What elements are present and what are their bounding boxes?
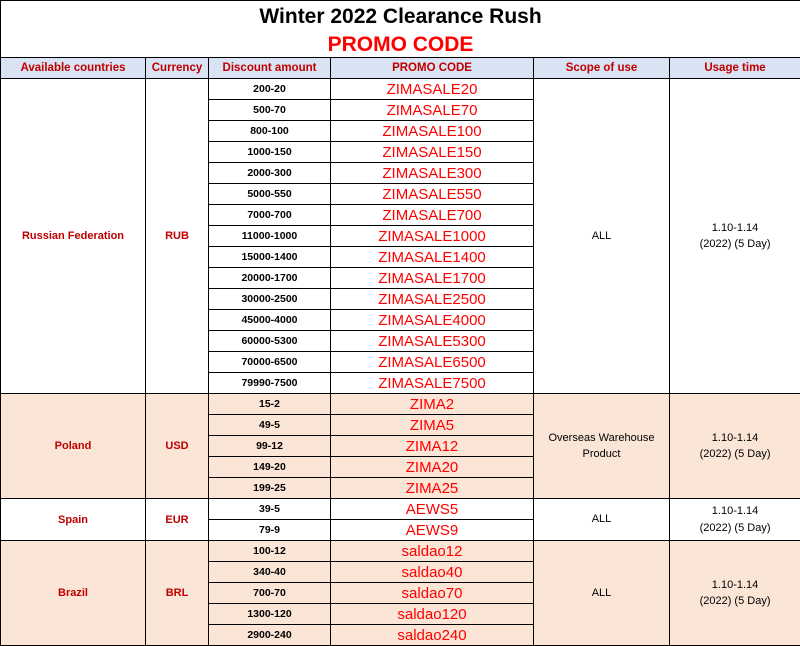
discount-amount: 45000-4000 <box>209 310 331 331</box>
table-row <box>1 394 800 415</box>
promo-code: saldao40 <box>331 562 534 583</box>
scope-cell: ALL <box>534 541 670 646</box>
discount-amount: 70000-6500 <box>209 352 331 373</box>
discount-amount: 99-12 <box>209 436 331 457</box>
usage-time-cell <box>670 499 800 541</box>
promo-code: ZIMA5 <box>331 415 534 436</box>
group-poland <box>1 394 800 499</box>
promo-code: ZIMASALE1700 <box>331 268 534 289</box>
promo-code: ZIMASALE150 <box>331 142 534 163</box>
discount-amount: 60000-5300 <box>209 331 331 352</box>
scope-cell: ALL <box>534 499 670 541</box>
discount-amount: 800-100 <box>209 121 331 142</box>
table-title: Winter 2022 Clearance Rush <box>1 1 800 33</box>
promo-code: ZIMASALE700 <box>331 205 534 226</box>
discount-amount: 5000-550 <box>209 184 331 205</box>
usage-time-dates: 1.10-1.14 <box>712 222 758 234</box>
header-promo-code: PROMO CODE <box>331 58 534 79</box>
usage-time-dates: 1.10-1.14 <box>712 579 758 591</box>
discount-amount: 1000-150 <box>209 142 331 163</box>
discount-amount: 30000-2500 <box>209 289 331 310</box>
country-cell: Russian Federation <box>1 79 146 394</box>
usage-time-cell <box>670 541 800 646</box>
group-spain <box>1 499 800 541</box>
discount-amount: 20000-1700 <box>209 268 331 289</box>
header-scope: Scope of use <box>534 58 670 79</box>
usage-time-cell <box>670 394 800 499</box>
usage-time-duration: (2022) (5 Day) <box>700 238 771 250</box>
promo-code: saldao70 <box>331 583 534 604</box>
header-usage-time: Usage time <box>670 58 800 79</box>
table-row <box>1 541 800 562</box>
promo-code: saldao120 <box>331 604 534 625</box>
country-cell: Spain <box>1 499 146 541</box>
discount-amount: 79-9 <box>209 520 331 541</box>
header-discount-amount: Discount amount <box>209 58 331 79</box>
promo-code: ZIMASALE1000 <box>331 226 534 247</box>
discount-amount: 39-5 <box>209 499 331 520</box>
promo-code: ZIMASALE5300 <box>331 331 534 352</box>
usage-time-dates: 1.10-1.14 <box>712 432 758 444</box>
promo-code: ZIMASALE4000 <box>331 310 534 331</box>
header-currency: Currency <box>146 58 209 79</box>
discount-amount: 1300-120 <box>209 604 331 625</box>
currency-cell: EUR <box>146 499 209 541</box>
discount-amount: 200-20 <box>209 79 331 100</box>
group-brazil <box>1 541 800 646</box>
promo-code: saldao240 <box>331 625 534 646</box>
promo-code: AEWS9 <box>331 520 534 541</box>
discount-amount: 149-20 <box>209 457 331 478</box>
table-row <box>1 499 800 520</box>
discount-amount: 7000-700 <box>209 205 331 226</box>
usage-time-duration: (2022) (5 Day) <box>700 595 771 607</box>
scope-cell: ALL <box>534 79 670 394</box>
discount-amount: 2900-240 <box>209 625 331 646</box>
header-countries: Available countries <box>1 58 146 79</box>
discount-amount: 199-25 <box>209 478 331 499</box>
usage-time-dates: 1.10-1.14 <box>712 505 758 517</box>
promo-code: ZIMA20 <box>331 457 534 478</box>
promo-code: ZIMA2 <box>331 394 534 415</box>
usage-time-duration: (2022) (5 Day) <box>700 448 771 460</box>
discount-amount: 49-5 <box>209 415 331 436</box>
promo-code: ZIMASALE550 <box>331 184 534 205</box>
promo-code: ZIMASALE7500 <box>331 373 534 394</box>
promo-code: ZIMA12 <box>331 436 534 457</box>
promo-code: ZIMASALE1400 <box>331 247 534 268</box>
discount-amount: 700-70 <box>209 583 331 604</box>
promo-code: ZIMASALE70 <box>331 100 534 121</box>
promo-code: ZIMASALE100 <box>331 121 534 142</box>
discount-amount: 15000-1400 <box>209 247 331 268</box>
discount-amount: 100-12 <box>209 541 331 562</box>
currency-cell: USD <box>146 394 209 499</box>
discount-amount: 79990-7500 <box>209 373 331 394</box>
table-subtitle: PROMO CODE <box>1 32 800 58</box>
discount-amount: 340-40 <box>209 562 331 583</box>
promo-code: ZIMASALE300 <box>331 163 534 184</box>
group-russia <box>1 79 800 394</box>
discount-amount: 15-2 <box>209 394 331 415</box>
table-row <box>1 79 800 100</box>
promo-code: ZIMASALE20 <box>331 79 534 100</box>
promo-code: ZIMA25 <box>331 478 534 499</box>
discount-amount: 11000-1000 <box>209 226 331 247</box>
country-cell: Poland <box>1 394 146 499</box>
scope-cell: Overseas Warehouse Product <box>534 394 670 499</box>
promo-code: ZIMASALE6500 <box>331 352 534 373</box>
discount-amount: 500-70 <box>209 100 331 121</box>
currency-cell: RUB <box>146 79 209 394</box>
currency-cell: BRL <box>146 541 209 646</box>
country-cell: Brazil <box>1 541 146 646</box>
usage-time-cell <box>670 79 800 394</box>
discount-amount: 2000-300 <box>209 163 331 184</box>
promo-code: saldao12 <box>331 541 534 562</box>
promo-code: ZIMASALE2500 <box>331 289 534 310</box>
promo-code: AEWS5 <box>331 499 534 520</box>
usage-time-duration: (2022) (5 Day) <box>700 522 771 534</box>
